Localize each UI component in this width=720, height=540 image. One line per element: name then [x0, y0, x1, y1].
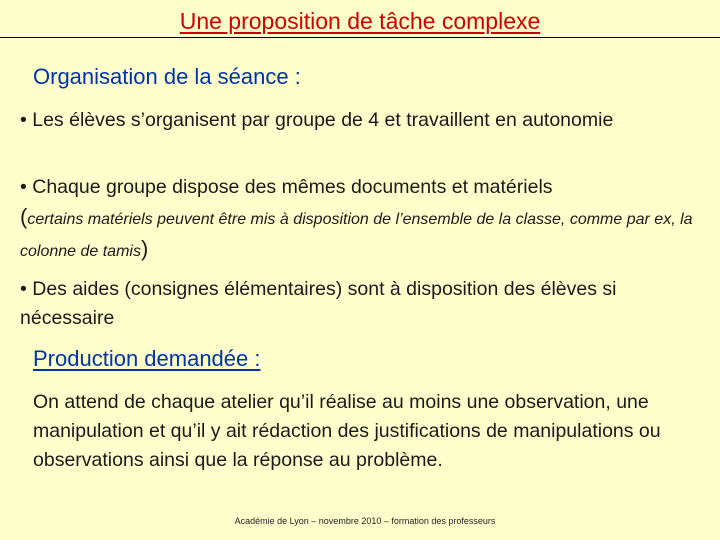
bullet-aids: • Des aides (consignes élémentaires) sont à disposition des élèves si nécessaire: [20, 278, 617, 329]
section-heading-organisation: Organisation de la séance :: [33, 64, 301, 89]
bullet-documents: [20, 173, 710, 266]
slide-footer: Académie de Lyon – novembre 2010 – formation des professeurs: [234, 516, 496, 526]
bullet-documents-text: • Chaque groupe dispose des mêmes documents et matériels: [20, 176, 553, 198]
production-text: On attend de chaque atelier qu’il réalise au moins une observation, une manipulation et qu’il y ait rédaction des justifications de manipulations ou observations ainsi que la réponse au problème.: [33, 391, 661, 471]
paren-open: (: [20, 204, 28, 229]
bullet-documents-note: certains matériels peuvent être mis à disposition de l’ensemble de la classe, comme par ex, la colonne de tamis: [20, 211, 693, 260]
section-heading-production: Production demandée :: [33, 346, 261, 371]
title-divider: [0, 37, 720, 38]
slide-title: Une proposition de tâche complexe: [179, 8, 541, 34]
bullet-groups: • Les élèves s’organisent par groupe de 4 et travaillent en autonomie: [20, 109, 614, 131]
paren-close: ): [140, 236, 149, 261]
